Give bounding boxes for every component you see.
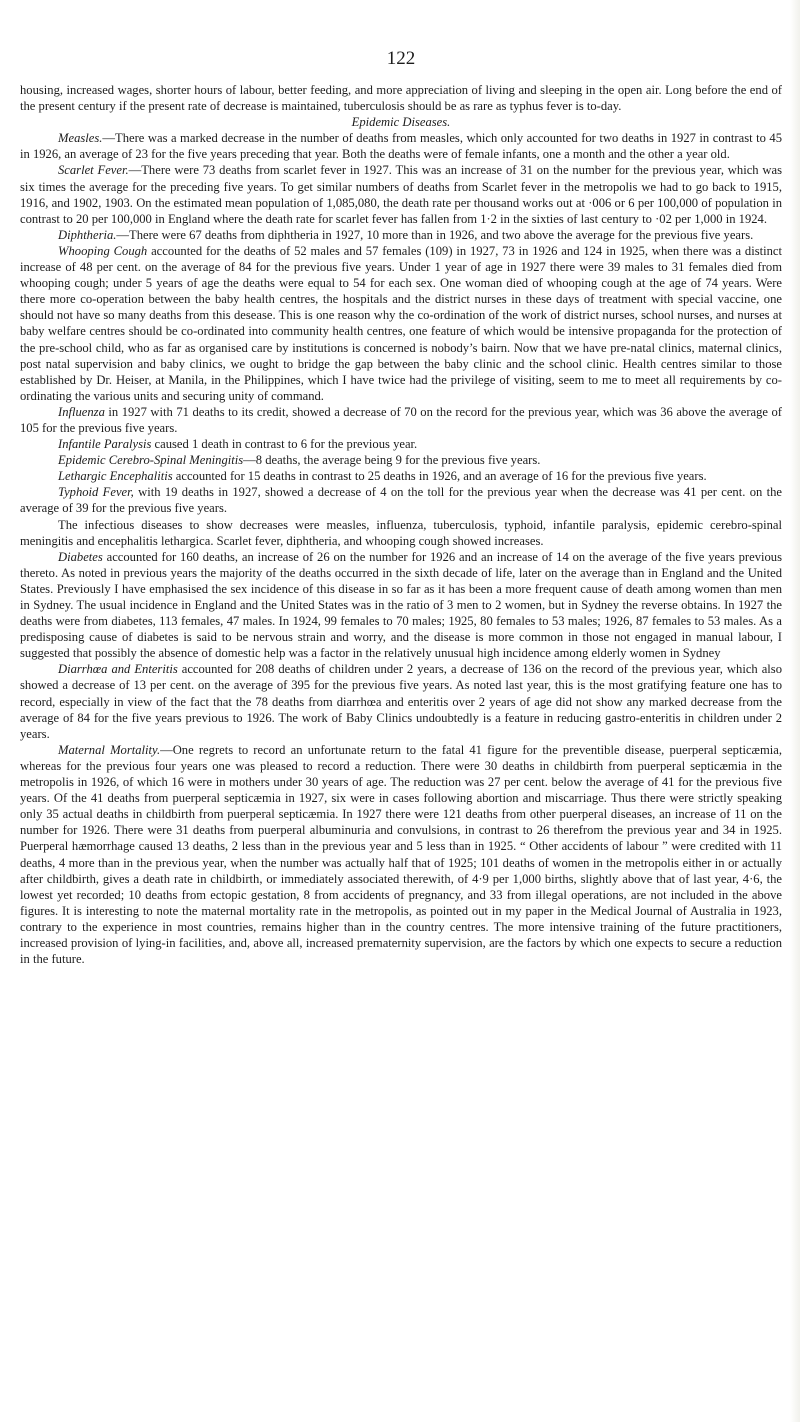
diphtheria-paragraph xyxy=(20,227,782,243)
intro-paragraph: housing, increased wages, shorter hours of labour, better feeding, and more appreciation of living and sleeping in the open air. Long before the end of the present century if the present rate of decrease is maintained, tuberculosis should be as rare as typhus fever is to-day. xyxy=(20,83,782,114)
paragraph-label: Typhoid Fever, xyxy=(58,485,134,500)
paragraph-text: —There were 73 deaths from scarlet fever in 1927. This was an increase of 31 on the number for the previous year, which was six times the average for the preceding five years. To get similar numbers of deaths from Scarlet fever in the metropolis we had to go back to 1915, 1916, and 1902, 1903. On the estimated mean population of 1,085,080, the death rate per thousand works out at ·006 or 6 per 100,000 of population in contrast to 20 per 100,000 in England where the death rate for scarlet fever has fallen from 1·2 in the sixties of last century to ·02 per 1,000 in 1924. xyxy=(20,163,783,226)
meningitis-paragraph xyxy=(20,452,782,468)
paragraph-label: Scarlet Fever. xyxy=(58,163,129,178)
summary-paragraph xyxy=(20,517,782,549)
paragraph-text: caused 1 death in contrast to 6 for the previous year. xyxy=(151,437,418,452)
paragraph-label: Maternal Mortality. xyxy=(58,742,161,757)
paragraph-text: with 19 deaths in 1927, showed a decrease of 4 on the toll for the previous year when the decrease was 41 per cent. on the average of 39 for the previous five years. xyxy=(20,485,783,516)
scarlet-fever-paragraph xyxy=(20,162,782,226)
paragraph-text: accounted for the deaths of 52 males and 57 females (109) in 1927, 73 in 1926 and 124 in 1925, when there was a distinct increase of 48 per cent. on the average of 84 for the previous five years. Under 1 year of age in 1927 there were 39 males to 31 females died from whooping cough; under 5 years of age the deaths were equal to 54 for each sex. One woman died of whooping cough at the age of 74 years. Were there more co-operation between the baby health centres, the hospitals and the district nurses in these days of treatment with special vaccine, one should not have so many deaths from this desease. This is one reason why the co-ordination of the work of district nurses, school nurses, and nurses at baby welfare centres should be co-ordinated into community health centres, one feature of which would be intensive propaganda for the protection of the pre-school child, who as far as organised care by institutions is concerned is nobody’s bairn. Now that we have pre-natal clinics, maternal clinics, post natal supervision and baby clinics, we ought to bridge the gap between the baby clinic and the school clinic. Health centres similar to those established by Dr. Heiser, at Manila, in the Philippines, which I have twice had the privilege of visiting, seem to me to meet all requirements by co-ordinating the various units and securing unity of command. xyxy=(20,243,782,403)
body-text xyxy=(20,82,782,967)
paragraph-label: Lethargic Encephalitis xyxy=(58,469,173,484)
paragraph-text: —There were 67 deaths from diphtheria in 1927, 10 more than in 1926, and two above the average for the previous five years. xyxy=(116,227,754,242)
paragraph-label: Diphtheria. xyxy=(58,227,117,242)
paragraph-label: Influenza xyxy=(58,404,105,419)
encephalitis-paragraph xyxy=(20,468,782,484)
paragraph-label: Whooping Cough xyxy=(58,243,148,258)
page-number: 122 xyxy=(386,48,416,69)
influenza-paragraph xyxy=(20,404,782,436)
paragraph-text: accounted for 15 deaths in contrast to 25 deaths in 1926, and an average of 16 for the previous five years. xyxy=(172,469,707,484)
paragraph-text: in 1927 with 71 deaths to its credit, showed a decrease of 70 on the record for the previous year, which was 36 above the average of 105 for the previous five years. xyxy=(20,404,782,435)
paragraph-text: The infectious diseases to show decreases were measles, influenza, tuberculosis, typhoid, infantile paralysis, epidemic cerebro-spinal meningitis and encephalitis lethargica. Scarlet fever, diphtheria, and whooping cough showed increases. xyxy=(20,517,782,548)
paragraph-label: Infantile Paralysis xyxy=(58,437,152,452)
paragraph-label: Measles. xyxy=(58,131,103,146)
paragraph-text: —One regrets to record an unfortunate return to the fatal 41 figure for the preventible disease, puerperal septicæmia, whereas for the previous four years one was pleased to record a reduction. There were 30 deaths in childbirth from puerperal septicæmia in the metropolis in 1926, of which 16 were in mothers under 30 years of age. The reduction was 27 per cent. below the average of 41 for the previous five years. Of the 41 deaths from puerperal septicæmia in 1927, six were in cases following abortion and miscarriage. Thus there were strictly speaking only 35 actual deaths in childbirth from puerperal septicæmia. In 1927 there were 121 deaths from other puerperal diseases, an increase of 11 on the number for 1926. There were 31 deaths from puerperal albuminuria and convulsions, in contrast to 26 therefrom the previous year and 34 in 1925. Puerperal hæmorrhage caused 13 deaths, 2 less than in the previous year and 5 less than in 1925. “ Other accidents of labour ” were credited with 11 deaths, 4 more than in the previous year, when the number was actually half that of 1925; 101 deaths of women in the metropolis either in or actually after childbirth, gives a death rate in childbirth, or immediately associated therewith, of 4·9 per 1,000 births, slightly above that of last year, 4·6, the lowest yet recorded; 10 deaths from ectopic gestation, 8 from accidents of pregnancy, and 33 from illegal operations, are not included in the above figures. It is interesting to note the maternal mortality rate in the metropolis, as pointed out in my paper in the Medical Journal of Australia in 1923, contrary to the experience in most countries, remains higher than in the country centres. The more intensive training of the future practitioners, increased provision of lying-in facilities, and, above all, increased prematernity supervision, are the factors by which one expects to secure a reduction in the future. xyxy=(20,742,782,967)
maternal-mortality-paragraph xyxy=(20,742,782,967)
paragraph-label: Diabetes xyxy=(58,549,103,564)
measles-paragraph xyxy=(20,130,782,162)
paragraph-text: —8 deaths, the average being 9 for the previous five years. xyxy=(243,453,541,468)
paragraph-label: Epidemic Cerebro-Spinal Meningitis xyxy=(58,453,244,468)
diarrhoea-paragraph xyxy=(20,661,782,741)
section-heading: Epidemic Diseases. xyxy=(351,115,451,130)
page-edge-shadow xyxy=(790,0,800,1422)
diabetes-paragraph xyxy=(20,549,782,662)
paragraph-label: Diarrhœa and Enteritis xyxy=(58,662,178,677)
whooping-cough-paragraph xyxy=(20,243,782,404)
paragraph-text: —There was a marked decrease in the number of deaths from measles, which only accounted for two deaths in 1927 in contrast to 45 in 1926, an average of 23 for the five years preceding that year. Both the deaths were of female infants, one a month and the other a year old. xyxy=(20,131,782,162)
paragraph-text: accounted for 208 deaths of children under 2 years, a decrease of 136 on the record of the previous year, which also showed a decrease of 13 per cent. on the average of 395 for the previous five years. As noted last year, this is the most gratifying feature one has to record, especially in view of the fact that the 78 deaths from diarrhœa and enteritis over 2 years of age did not show any marked decrease from the average of 84 for the five years previous to 1926. The work of Baby Clinics undoubtedly is a feature in reducing gastro-enteritis in children under 2 years. xyxy=(20,662,782,741)
typhoid-paragraph xyxy=(20,484,782,516)
infantile-paralysis-paragraph xyxy=(20,436,782,452)
paragraph-text: accounted for 160 deaths, an increase of 26 on the number for 1926 and an increase of 14 on the average of the five years previous thereto. As noted in previous years the majority of the deaths occurred in the sixth decade of life, later on the average than in England and the United States. Previously I have emphasised the sex incidence of this disease in so far as it has been a more frequent cause of death among women than men in Sydney. The usual incidence in England and the United States was in the ratio of 3 men to 2 women, but in Sydney the reverse obtains. In 1927 the deaths were from diabetes, 113 females, 47 males. In 1924, 99 females to 70 males; 1925, 80 females to 53 males; 1926, 87 females to 53 males. As a predisposing cause of diabetes is said to be nervous strain and worry, and the disease is more common in those not engaged in manual labour, I suggested that possibly the absence of domestic help was a factor in the relatively unusual high incidence among elderly women in Sydney xyxy=(20,549,782,661)
